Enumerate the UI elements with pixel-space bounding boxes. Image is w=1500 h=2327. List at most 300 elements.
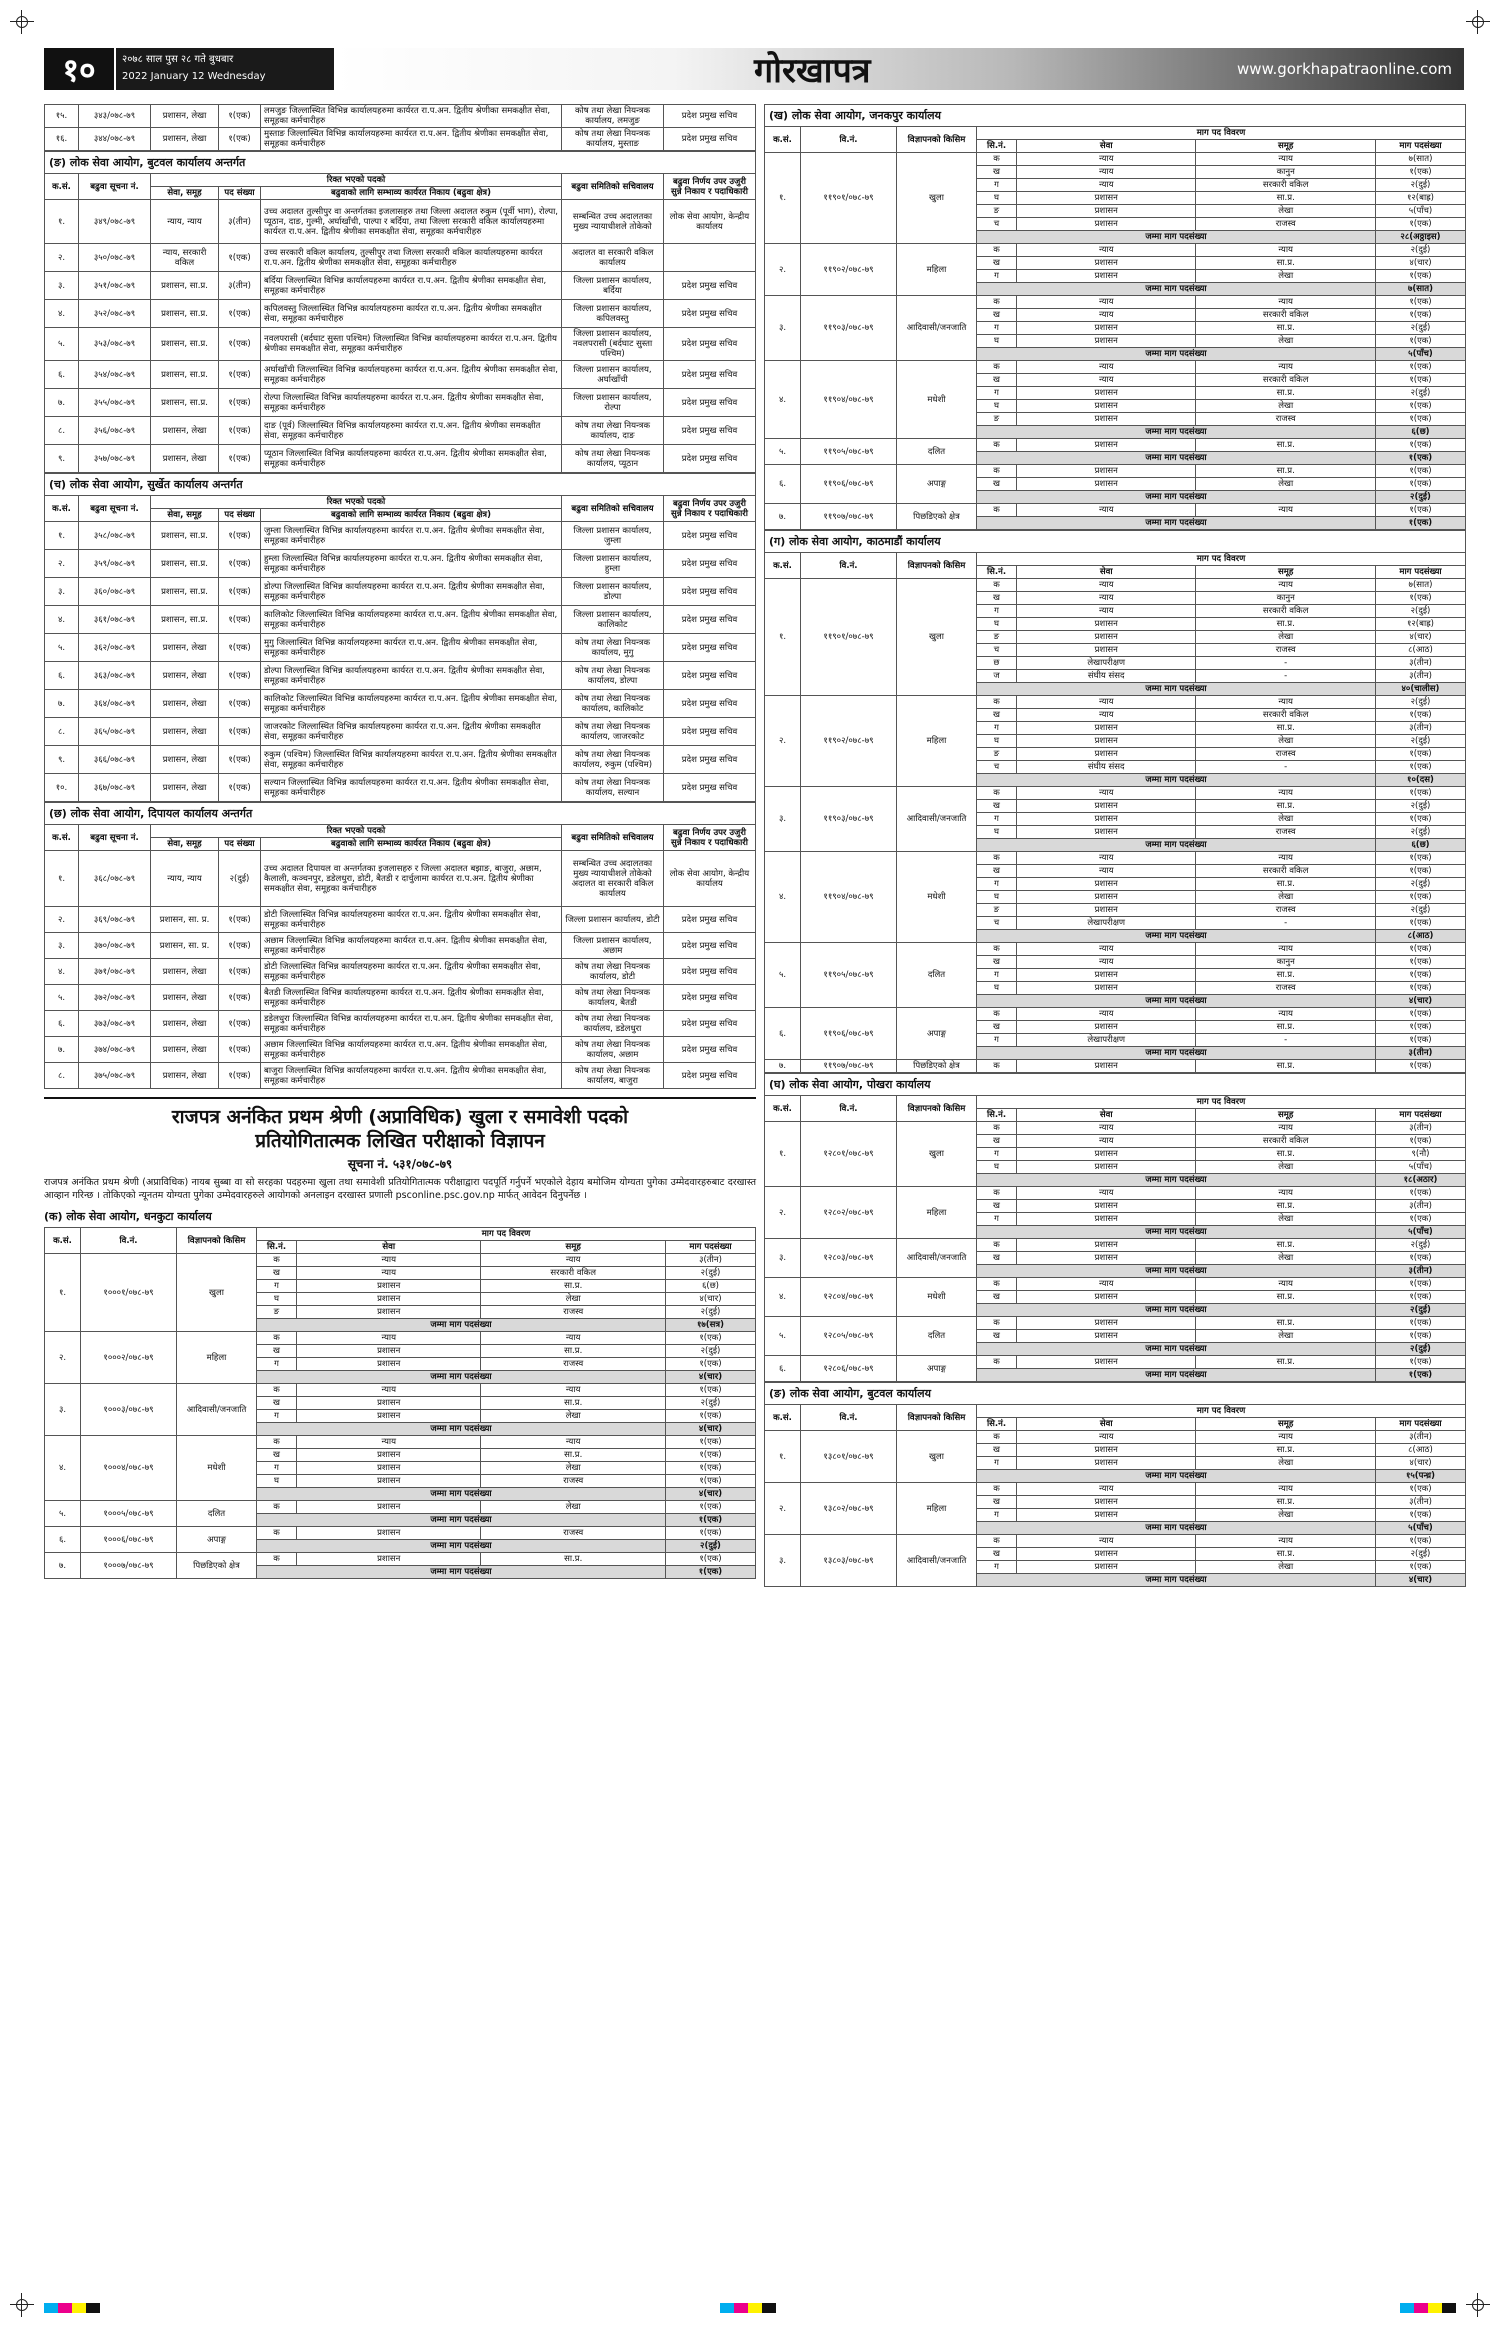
table-row — [765, 296, 1466, 309]
col-header-adv: वि.नं. — [801, 127, 897, 153]
demand-cell: १(एक) — [1375, 296, 1465, 309]
total-value: ६(छ) — [1375, 839, 1465, 852]
page-number: १० — [44, 48, 114, 90]
col-header-vacant: रिक्त भएको पदको — [151, 174, 562, 187]
sub-sn-cell: क — [257, 1254, 297, 1267]
service-cell: प्रशासन — [1017, 400, 1196, 413]
header-row — [765, 1405, 1466, 1418]
service-cell: प्रशासन — [1017, 813, 1196, 826]
row-sn: २. — [765, 244, 801, 296]
table-cell: प्रशासन, लेखा — [151, 774, 219, 802]
table-cell: डोल्पा जिल्लास्थित विभिन्न कार्यालयहरुमा कार्यरत रा.प.अन. द्वितीय श्रेणीका समकक्षीत सेवा, समूहका कर्मचारीहरु — [261, 578, 562, 606]
col-header-service: सेवा — [297, 1241, 481, 1254]
demand-cell: १(एक) — [1375, 1034, 1465, 1047]
demand-cell: १(एक) — [665, 1527, 755, 1540]
group-cell: - — [1196, 670, 1375, 683]
row-type: अपाङ्ग — [177, 1527, 257, 1553]
table-cell: ९. — [45, 445, 79, 473]
table-cell: प्रशासन, सा.प्र. — [151, 361, 219, 389]
sub-sn-cell: ग — [977, 1213, 1017, 1226]
row-type: आदिवासी/जनजाति — [177, 1384, 257, 1436]
col-header-demand: माग पदसंख्या — [1375, 566, 1465, 579]
table-row — [45, 959, 756, 985]
table-cell: जिल्ला प्रशासन कार्यालय, कालिकोट — [562, 606, 664, 634]
table-cell: ७. — [45, 690, 79, 718]
col-header-service: सेवा — [1017, 566, 1196, 579]
demand-cell: १(एक) — [1375, 1356, 1465, 1369]
demand-cell: ३(तीन) — [665, 1254, 755, 1267]
service-cell: प्रशासन — [1017, 439, 1196, 452]
table-cell: १(एक) — [219, 578, 261, 606]
table-cell: प्रशासन, लेखा — [151, 746, 219, 774]
sub-sn-cell: क — [257, 1527, 297, 1540]
table-cell: जिल्ला प्रशासन कार्यालय, डोटी — [562, 907, 664, 933]
table-row — [45, 361, 756, 389]
vacancy-table-kathmandu — [764, 552, 1466, 1073]
table-cell: कोष तथा लेखा नियन्त्रक कार्यालय, जाजरकोट — [562, 718, 664, 746]
row-sn: २. — [765, 1187, 801, 1239]
group-cell: लेखा — [1196, 891, 1375, 904]
group-cell: लेखा — [481, 1293, 665, 1306]
total-value: ५(पाँच) — [1375, 348, 1465, 361]
table-row — [765, 787, 1466, 800]
total-value: ५(पाँच) — [1375, 1226, 1465, 1239]
service-cell: प्रशासन — [1017, 1356, 1196, 1369]
service-cell: प्रशासन — [297, 1306, 481, 1319]
table-cell: १(एक) — [219, 959, 261, 985]
table-cell: २. — [45, 907, 79, 933]
demand-cell: ६(छ) — [665, 1280, 755, 1293]
table-cell: १(एक) — [219, 417, 261, 445]
demand-cell: १(एक) — [665, 1475, 755, 1488]
table-cell: जिल्ला प्रशासन कार्यालय, हुम्ला — [562, 550, 664, 578]
total-label: जम्मा माग पदसंख्या — [977, 1174, 1376, 1187]
table-cell: डोटी जिल्लास्थित विभिन्न कार्यालयहरुमा कार्यरत रा.प.अन. द्वितीय श्रेणीका समकक्षीत सेवा, समूहका कर्मचारीहरु — [261, 907, 562, 933]
row-adv-number: १३८०१/०७८-७९ — [801, 1431, 897, 1483]
col-header-service: सेवा — [1017, 1418, 1196, 1431]
right-column — [764, 104, 1466, 1587]
sub-sn-cell: क — [257, 1332, 297, 1345]
service-cell: प्रशासन — [297, 1501, 481, 1514]
table-cell: ३७५/०७८-७९ — [79, 1063, 151, 1089]
table-cell: ८. — [45, 417, 79, 445]
table-cell: ३(तीन) — [219, 272, 261, 300]
service-cell: प्रशासन — [1017, 969, 1196, 982]
exam-notice — [44, 1097, 756, 1579]
service-cell: प्रशासन — [1017, 891, 1196, 904]
group-cell: लेखा — [1196, 1252, 1375, 1265]
notice-headline-2: प्रतियोगितात्मक लिखित परीक्षाको विज्ञापन — [255, 1130, 545, 1152]
group-cell: सा.प्र. — [481, 1280, 665, 1293]
service-cell: न्याय — [1017, 374, 1196, 387]
table-cell: प्रदेश प्रमुख सचिव — [664, 578, 756, 606]
col-header-group: समूह — [1196, 566, 1375, 579]
table-cell: ३. — [45, 578, 79, 606]
table-row — [45, 1384, 756, 1397]
table-cell: प्रदेश प्रमुख सचिव — [664, 300, 756, 328]
total-label: जम्मा माग पदसंख्या — [257, 1319, 666, 1332]
table-cell: कोष तथा लेखा नियन्त्रक कार्यालय, कालिकोट — [562, 690, 664, 718]
sub-sn-cell: घ — [257, 1475, 297, 1488]
service-cell: प्रशासन — [1017, 322, 1196, 335]
col-header-demand: माग पदसंख्या — [665, 1241, 755, 1254]
table-cell: १(एक) — [219, 550, 261, 578]
group-cell: सा.प्र. — [1196, 878, 1375, 891]
group-cell: न्याय — [481, 1384, 665, 1397]
col-header-posts: पद संख्या — [219, 187, 261, 200]
group-cell: न्याय — [1196, 153, 1375, 166]
table-cell: डोल्पा जिल्लास्थित विभिन्न कार्यालयहरुमा कार्यरत रा.प.अन. द्वितीय श्रेणीका समकक्षीत सेवा, समूहका कर्मचारीहरु — [261, 662, 562, 690]
sub-sn-cell: च — [977, 218, 1017, 231]
row-sn: ६. — [765, 1008, 801, 1060]
table-cell: ३५७/०७८-७९ — [79, 445, 151, 473]
table-row — [765, 579, 1466, 592]
row-type: महिला — [897, 244, 977, 296]
service-cell: प्रशासन — [297, 1358, 481, 1371]
row-type: दलित — [897, 943, 977, 1008]
demand-cell: ७(सात) — [1375, 579, 1465, 592]
table-cell: प्रदेश प्रमुख सचिव — [664, 959, 756, 985]
table-cell: ३६२/०७८-७९ — [79, 634, 151, 662]
group-cell: राजस्व — [481, 1475, 665, 1488]
sub-sn-cell: ज — [977, 670, 1017, 683]
group-cell: सा.प्र. — [1196, 1317, 1375, 1330]
row-adv-number: १०००३/०७८-७९ — [81, 1384, 177, 1436]
demand-cell: १(एक) — [1375, 1060, 1465, 1073]
service-cell: प्रशासन — [1017, 413, 1196, 426]
table-cell: ३६७/०७८-७९ — [79, 774, 151, 802]
group-cell: लेखा — [1196, 400, 1375, 413]
sub-sn-cell: ख — [977, 956, 1017, 969]
table-cell: रुकुम (पश्चिम) जिल्लास्थित विभिन्न कार्यालयहरुमा कार्यरत रा.प.अन. द्वितीय श्रेणीका समकक्षीत सेवा, समूहका कर्मचारीहरु — [261, 746, 562, 774]
row-type: खुला — [897, 1431, 977, 1483]
service-cell: प्रशासन — [1017, 465, 1196, 478]
service-cell: प्रशासन — [297, 1280, 481, 1293]
row-type: पिछडिएको क्षेत्र — [897, 1060, 977, 1073]
total-value: ६(छ) — [1375, 426, 1465, 439]
total-value: २(दुई) — [1375, 1343, 1465, 1356]
row-adv-number: १०००४/०७८-७९ — [81, 1436, 177, 1501]
sub-sn-cell: घ — [977, 192, 1017, 205]
table-cell: ३. — [45, 933, 79, 959]
col-header-office: बढुवाको लागि सम्भाव्य कार्यरत निकाय (बढुवा क्षेत्र) — [261, 187, 562, 200]
group-cell: सरकारी वकिल — [1196, 605, 1375, 618]
table-cell: कोष तथा लेखा नियन्त्रक कार्यालय, डडेलधुरा — [562, 1011, 664, 1037]
table-cell: ३६०/०७८-७९ — [79, 578, 151, 606]
service-cell: लेखापरीक्षण — [1017, 1034, 1196, 1047]
service-cell: न्याय — [1017, 605, 1196, 618]
table-row — [765, 1239, 1466, 1252]
table-cell: सम्बन्धित उच्च अदालतका मुख्य न्यायाधीशले तोकेको अदालत वा सरकारी वकिल कार्यालय — [562, 851, 664, 907]
registration-mark — [10, 10, 34, 34]
col-header-demand: माग पदसंख्या — [1375, 1418, 1465, 1431]
table-cell: डोटी जिल्लास्थित विभिन्न कार्यालयहरुमा कार्यरत रा.प.अन. द्वितीय श्रेणीका समकक्षीत सेवा, समूहका कर्मचारीहरु — [261, 959, 562, 985]
table-row — [765, 852, 1466, 865]
table-row — [45, 634, 756, 662]
table-cell: प्रशासन, लेखा — [151, 959, 219, 985]
table-cell: उच्च अदालत तुल्सीपुर वा अन्तर्गतका इजलासहरु तथा जिल्ला अदालत रुकुम (पूर्वी भाग), रोल्पा, प्यूठान, दाङ, गुल्मी, अर्घाखाँची, पाल्पा र बर्दिया, तथा जिल्ला सरकारी वकिल कार्यालयहरुमा कार्यरत रा.प.अन. द्वितीय श्रेणीका समकक्षीत सेवा, समूहका कर्मचारीहरु — [261, 200, 562, 244]
service-cell: प्रशासन — [1017, 1148, 1196, 1161]
table-cell: ६. — [45, 662, 79, 690]
demand-cell: २(दुई) — [1375, 1239, 1465, 1252]
table-row — [45, 328, 756, 361]
registration-mark — [10, 2293, 34, 2317]
demand-cell: १(एक) — [1375, 1561, 1465, 1574]
demand-cell: १(एक) — [1375, 1291, 1465, 1304]
col-header-authority: बढुवा निर्णय उपर उजुरी सुन्ने निकाय र पदाधिकारी — [664, 174, 756, 200]
table-row — [45, 445, 756, 473]
notice-body: राजपत्र अनंकित प्रथम श्रेणी (अप्राविधिक) नायब सुब्बा वा सो सरहका पदहरुमा खुला तथा समावेशी प्रतियोगितात्मक परीक्षाद्वारा पदपूर्ति गर्नुपर्ने भएकोले देहाय बमोजिम योग्यता पुगेका उम्मेदवारहरुबाट दरखास्त आव्हान गरिन्छ । तोकिएको न्यूनतम योग्यता पुगेका उम्मेदवारहरुले आयोगको अनलाइन दरखास्त प्रणाली psconline.psc.gov.np मार्फत् आवेदन दिनुपर्नेछ । — [44, 1177, 756, 1201]
service-cell: प्रशासन — [297, 1293, 481, 1306]
col-header-sub-sn: सि.नं. — [977, 1418, 1017, 1431]
table-cell: प्रशासन, लेखा — [151, 1063, 219, 1089]
sub-sn-cell: ग — [977, 722, 1017, 735]
col-header-sub-sn: सि.नं. — [257, 1241, 297, 1254]
demand-cell: ५(पाँच) — [1375, 205, 1465, 218]
demand-cell: १(एक) — [1375, 917, 1465, 930]
table-cell: सम्बन्धित उच्च अदालतका मुख्य न्यायाधीशले तोकेको — [562, 200, 664, 244]
group-cell: न्याय — [1196, 244, 1375, 257]
table-cell: ५. — [45, 328, 79, 361]
total-value: ५(पाँच) — [1375, 1522, 1465, 1535]
col-header-vacant: रिक्त भएको पदको — [151, 496, 562, 509]
table-cell: प्रशासन, सा.प्र. — [151, 522, 219, 550]
sub-sn-cell: ख — [977, 374, 1017, 387]
service-cell: प्रशासन — [297, 1475, 481, 1488]
table-cell: १(एक) — [219, 1037, 261, 1063]
demand-cell: १(एक) — [1375, 1278, 1465, 1291]
service-cell: न्याय — [297, 1332, 481, 1345]
row-type: खुला — [897, 579, 977, 696]
table-row — [45, 522, 756, 550]
table-row — [45, 1501, 756, 1514]
service-cell: न्याय — [1017, 179, 1196, 192]
sub-sn-cell: क — [977, 787, 1017, 800]
sub-sn-cell: ख — [977, 592, 1017, 605]
table-row — [765, 465, 1466, 478]
col-header-sub-sn: सि.नं. — [977, 566, 1017, 579]
col-header-committee: बढुवा समितिको सचिवालय — [562, 496, 664, 522]
table-cell: न्याय, न्याय — [151, 200, 219, 244]
row-sn: १. — [765, 1431, 801, 1483]
col-header-notice: बढुवा सूचना नं. — [79, 825, 151, 851]
total-label: जम्मा माग पदसंख्या — [257, 1514, 666, 1527]
group-cell: सा.प्र. — [1196, 439, 1375, 452]
total-label: जम्मा माग पदसंख्या — [977, 231, 1376, 244]
vacancy-table-janakpur — [764, 126, 1466, 530]
sub-sn-cell: ख — [977, 257, 1017, 270]
sub-sn-cell: ख — [977, 478, 1017, 491]
table-cell: प्रशासन, सा.प्र. — [151, 550, 219, 578]
table-cell: १(एक) — [219, 1063, 261, 1089]
row-type: महिला — [897, 1483, 977, 1535]
table-cell: प्रशासन, लेखा — [151, 1011, 219, 1037]
total-label: जम्मा माग पदसंख्या — [977, 1522, 1376, 1535]
group-cell: लेखा — [1196, 735, 1375, 748]
table-cell: प्रशासन, सा.प्र. — [151, 300, 219, 328]
table-cell: प्रदेश प्रमुख सचिव — [664, 634, 756, 662]
notice-number: सूचना नं. ५३१/०७८-७९ — [347, 1157, 453, 1171]
col-header-committee: बढुवा समितिको सचिवालय — [562, 174, 664, 200]
sub-sn-cell: क — [977, 1122, 1017, 1135]
demand-cell: १(एक) — [1375, 982, 1465, 995]
table-row — [45, 907, 756, 933]
table-row — [765, 153, 1466, 166]
service-cell: न्याय — [1017, 1535, 1196, 1548]
group-cell: कानुन — [1196, 956, 1375, 969]
table-cell: ३७०/०७८-७९ — [79, 933, 151, 959]
row-sn: ७. — [765, 504, 801, 530]
row-adv-number: ११९०५/०७८-७९ — [801, 943, 897, 1008]
col-header-service: सेवा, समूह — [151, 838, 219, 851]
demand-cell: १(एक) — [665, 1462, 755, 1475]
table-row — [765, 439, 1466, 452]
table-cell: ३५०/०७८-७९ — [79, 244, 151, 272]
service-cell: प्रशासन — [1017, 748, 1196, 761]
sub-sn-cell: ख — [977, 166, 1017, 179]
demand-cell: १(एक) — [1375, 761, 1465, 774]
group-cell: न्याय — [1196, 579, 1375, 592]
table-cell: १(एक) — [219, 690, 261, 718]
table-row — [45, 1037, 756, 1063]
total-label: जम्मा माग पदसंख्या — [977, 1470, 1376, 1483]
website-url[interactable]: www.gorkhapatraonline.com — [1237, 60, 1452, 78]
row-type: खुला — [897, 1122, 977, 1187]
col-header-demand: माग पदसंख्या — [1375, 140, 1465, 153]
demand-cell: २(दुई) — [1375, 878, 1465, 891]
table-cell: मुस्ताङ जिल्लास्थित विभिन्न कार्यालयहरुमा कार्यरत रा.प.अन. द्वितीय श्रेणीका समकक्षीत सेवा, समूहका कर्मचारीहरु — [261, 128, 562, 151]
col-header-group: समूह — [1196, 140, 1375, 153]
table-cell: अछाम जिल्लास्थित विभिन्न कार्यालयहरुमा कार्यरत रा.प.अन. द्वितीय श्रेणीका समकक्षीत सेवा, समूहका कर्मचारीहरु — [261, 1037, 562, 1063]
group-cell: सा.प्र. — [1196, 257, 1375, 270]
service-cell: प्रशासन — [1017, 1060, 1196, 1073]
table-row — [45, 1436, 756, 1449]
demand-cell: १(एक) — [1375, 478, 1465, 491]
group-cell: लेखा — [481, 1501, 665, 1514]
demand-cell: ८(आठ) — [1375, 1444, 1465, 1457]
demand-cell: १(एक) — [1375, 1330, 1465, 1343]
row-adv-number: १२८०६/०७८-७९ — [801, 1356, 897, 1382]
service-cell: प्रशासन — [1017, 1496, 1196, 1509]
table-cell: १. — [45, 200, 79, 244]
sub-sn-cell: ग — [977, 1034, 1017, 1047]
table-cell: प्रदेश प्रमुख सचिव — [664, 417, 756, 445]
group-cell: सरकारी वकिल — [1196, 374, 1375, 387]
group-cell: कानुन — [1196, 592, 1375, 605]
col-header-sub-sn: सि.नं. — [977, 140, 1017, 153]
sub-sn-cell: ग — [977, 813, 1017, 826]
row-type: अपाङ्ग — [897, 1356, 977, 1382]
row-sn: ६. — [765, 465, 801, 504]
group-cell: लेखा — [1196, 1330, 1375, 1343]
row-sn: ४. — [765, 1278, 801, 1317]
table-row — [765, 1187, 1466, 1200]
col-header-authority: बढुवा निर्णय उपर उजुरी सुन्ने निकाय र पदाधिकारी — [664, 825, 756, 851]
group-cell: सा.प्र. — [1196, 1291, 1375, 1304]
col-header-office: बढुवाको लागि सम्भाव्य कार्यरत निकाय (बढुवा क्षेत्र) — [261, 509, 562, 522]
vacancy-table-butwal — [764, 1404, 1466, 1587]
sub-sn-cell: ख — [977, 309, 1017, 322]
service-cell: प्रशासन — [1017, 735, 1196, 748]
row-sn: ६. — [765, 1356, 801, 1382]
service-cell: न्याय — [1017, 579, 1196, 592]
demand-cell: १(एक) — [1375, 1021, 1465, 1034]
service-cell: प्रशासन — [1017, 618, 1196, 631]
table-cell: ३४९/०७८-७९ — [79, 200, 151, 244]
header-row — [765, 1096, 1466, 1109]
row-adv-number: १३८०३/०७८-७९ — [801, 1535, 897, 1587]
sub-sn-cell: घ — [977, 618, 1017, 631]
demand-cell: १(एक) — [1375, 400, 1465, 413]
total-label: जम्मा माग पदसंख्या — [977, 839, 1376, 852]
demand-cell: १(एक) — [1375, 956, 1465, 969]
table-cell: प्रशासन, लेखा — [151, 718, 219, 746]
demand-cell: १(एक) — [1375, 592, 1465, 605]
row-adv-number: ११९०७/०७८-७९ — [801, 1060, 897, 1073]
table-cell: अदालत वा सरकारी वकिल कार्यालय — [562, 244, 664, 272]
total-value: ३(तीन) — [1375, 1047, 1465, 1060]
demand-cell: १(एक) — [1375, 439, 1465, 452]
section-title-butwal-vacancy: (ङ) लोक सेवा आयोग, बुटवल कार्यालय — [764, 1382, 1466, 1404]
demand-cell: ४(चार) — [1375, 257, 1465, 270]
group-cell: सा.प्र. — [1196, 1060, 1375, 1073]
group-cell: सरकारी वकिल — [1196, 309, 1375, 322]
table-row — [45, 851, 756, 907]
table-cell: १(एक) — [219, 300, 261, 328]
table-cell: ३६५/०७८-७९ — [79, 718, 151, 746]
demand-cell: १(एक) — [1375, 504, 1465, 517]
service-cell: न्याय — [1017, 943, 1196, 956]
group-cell: लेखा — [1196, 205, 1375, 218]
demand-cell: ३(तीन) — [1375, 1122, 1465, 1135]
demand-cell: ७(सात) — [1375, 153, 1465, 166]
table-cell: ३७२/०७८-७९ — [79, 985, 151, 1011]
row-sn: १. — [45, 1254, 81, 1332]
table-cell: लोक सेवा आयोग, केन्द्रीय कार्यालय — [664, 851, 756, 907]
total-value: २८(अठ्ठाइस) — [1375, 231, 1465, 244]
table-cell: ३५६/०७८-७९ — [79, 417, 151, 445]
total-label: जम्मा माग पदसंख्या — [977, 491, 1376, 504]
header-row — [45, 1228, 756, 1241]
sub-sn-cell: ख — [977, 1291, 1017, 1304]
table-cell: ३५५/०७८-७९ — [79, 389, 151, 417]
group-cell: लेखा — [1196, 813, 1375, 826]
promotion-table-dipayal — [44, 824, 756, 1089]
table-cell: ३(तीन) — [219, 200, 261, 244]
header-row — [45, 825, 756, 838]
group-cell: न्याय — [1196, 1122, 1375, 1135]
table-cell: प्रदेश प्रमुख सचिव — [664, 690, 756, 718]
row-adv-number: ११९०७/०७८-७९ — [801, 504, 897, 530]
demand-cell: २(दुई) — [1375, 244, 1465, 257]
left-column — [44, 104, 756, 1579]
demand-cell: २(दुई) — [1375, 605, 1465, 618]
service-cell: प्रशासन — [1017, 904, 1196, 917]
sub-sn-cell: ग — [977, 1561, 1017, 1574]
group-cell: सा.प्र. — [1196, 322, 1375, 335]
col-header-sn: क.सं. — [765, 1096, 801, 1122]
col-header-posts: पद संख्या — [219, 509, 261, 522]
table-cell: कोष तथा लेखा नियन्त्रक कार्यालय, डोल्पा — [562, 662, 664, 690]
section-title-dipayal: (छ) लोक सेवा आयोग, दिपायल कार्यालय अन्तर्गत — [44, 802, 756, 824]
demand-cell: ३(तीन) — [1375, 1431, 1465, 1444]
demand-cell: १(एक) — [1375, 943, 1465, 956]
registration-mark — [1466, 2293, 1490, 2317]
row-adv-number: ११९०२/०७८-७९ — [801, 696, 897, 787]
table-cell: प्रदेश प्रमुख सचिव — [664, 718, 756, 746]
col-header-detail: माग पद विवरण — [977, 1096, 1466, 1109]
total-value: २(दुई) — [1375, 1304, 1465, 1317]
